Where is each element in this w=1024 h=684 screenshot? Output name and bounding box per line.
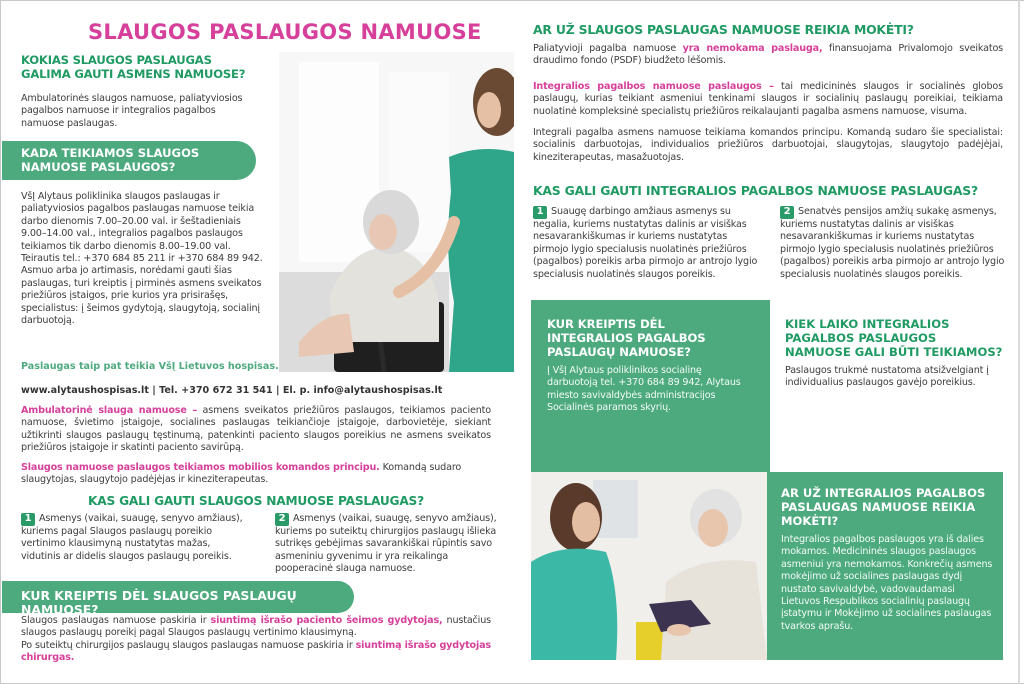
mobile-team-text: Komandą sudaro slaugytojas, slaugytojo padėjėjas ir kineziterapeutas. xyxy=(21,462,462,486)
number-badge: 2 xyxy=(780,206,794,219)
list-item-text: Senatvės pensijos amžių sukakę asmenys, kuriems nustatytas dalinis ar visiškas nesavarankiškumas ir kuriems nustatytas pirmojo lygio specialusis nuolatinės priežiūros (pagalbos) poreikis arba pirmojo ar antrojo lygio specialusis nuolatinės slaugos poreikis. xyxy=(780,206,1005,280)
palliative-text-b: finansuojama Privalomojo sveikatos draudimo fondo (PSDF) biudžeto lėšomis. xyxy=(533,43,1004,67)
number-badge: 1 xyxy=(21,513,35,526)
nurse-elderly-illustration xyxy=(531,472,767,660)
ambulatory-highlight: Ambulatorinė slauga namuose – xyxy=(21,405,198,416)
box-payment-integral xyxy=(767,472,1003,660)
referral-highlight-2: siuntimą išrašo gydytojas chirurgas. xyxy=(21,639,491,664)
text-integral-definition xyxy=(533,81,1003,118)
list-item xyxy=(275,513,500,576)
how-to-apply-text: Asmuo arba jo artimasis, norėdami gauti šias paslaugas, turi kreiptis į pirminės asmens sveikatos priežiūros įstaigos, prie kurios yra prisirašęs, specialistus: į šeimos gydytoją, slaugytoją, socialinį darbuotoją. xyxy=(21,265,262,327)
heading-what-services: KOKIAS SLAUGOS PASLAUGAS GALIMA GAUTI ASMENS NAMUOSE? xyxy=(21,53,246,81)
photo-nurse-elderly-book xyxy=(531,472,767,660)
heading-who-integral: KAS GALI GAUTI INTEGRALIOS PAGALBOS NAMUOSE PASLAUGAS? xyxy=(533,183,978,198)
palliative-text-a: Paliatyvioji pagalba namuose xyxy=(533,43,683,54)
list-item xyxy=(533,206,763,281)
box-where-integral xyxy=(531,300,767,472)
box-duration xyxy=(767,300,1017,472)
text-when-provided xyxy=(21,191,266,327)
integral-highlight: Integralios pagalbos namuose paslaugos – xyxy=(533,81,774,92)
ambulatory-text: asmens sveikatos priežiūros paslaugos, teikiamos paciento namuose, švietimo įstaigoje, socialines paslaugas teikiančioje įstaigoje, darbovietėje, siekiant užtikrinti slaugos paslaugų tęstinumą, patenkinti paciento slaugos poreikius ne asmens sveikatos priežiūros įstaigoje ir skatinti paciento savirūpą. xyxy=(21,405,491,454)
mobile-team-highlight: Slaugos namuose paslaugos teikiamos mobilios komandos principu. xyxy=(21,462,380,473)
box-heading: KUR KREIPTIS DĖL INTEGRALIOS PAGALBOS PASLAUGŲ NAMUOSE? xyxy=(547,317,706,359)
palliative-highlight: yra nemokama paslauga, xyxy=(682,43,823,54)
list-item-text: Suaugę darbingo amžiaus asmenys su negalia, kuriems nustatytas dalinis ar visiškas nesavarankiškumas ir kuriems nustatytas pirmojo lygio specialusis nuolatinės priežiūros (pagalbos) poreikis arba pirmojo ar antrojo lygio specialusis nuolatinės slaugos poreikis. xyxy=(533,206,758,280)
heading-when-provided: KADA TEIKIAMOS SLAUGOS NAMUOSE PASLAUGOS? xyxy=(2,141,256,180)
text-mobile-team xyxy=(21,462,491,487)
text-what-services: Ambulatorinės slaugos namuose, paliatyviosios pagalbos namuose ir integralios pagalbos namuose paslaugas. xyxy=(21,93,243,129)
text-ambulatory-care xyxy=(21,405,491,455)
list-item xyxy=(780,206,1010,281)
box-heading: AR UŽ INTEGRALIOS PAGALBOS PASLAUGAS NAMUOSE REIKIA MOKĖTI? xyxy=(781,486,986,528)
referral-text-1b: nustačius slaugos paslaugų poreikį pagal Slaugos paslaugų vertinimo klausimyną. xyxy=(21,615,491,639)
heading-where-to-apply: KUR KREIPTIS DĖL SLAUGOS PASLAUGŲ NAMUOSE? xyxy=(2,581,354,613)
page-title: SLAUGOS PASLAUGOS NAMUOSE xyxy=(88,20,482,44)
text-palliative-free xyxy=(533,43,1003,68)
photo-nurse-wheelchair xyxy=(279,52,514,372)
list-item-text: Asmenys (vaikai, suaugę, senyvo amžiaus), kuriems pagal Slaugos paslaugų poreikio vertinimo klausimyną nustatytas mažas, vidutinis ar didelis slaugos paslaugų poreikis. xyxy=(21,513,243,562)
number-badge: 1 xyxy=(533,206,547,219)
text-where-to-apply xyxy=(21,615,491,665)
box-text: Paslaugos trukmė nustatoma atsižvelgiant į individualius paslaugos gavėjo poreikius. xyxy=(785,365,989,389)
box-heading: KIEK LAIKO INTEGRALIOS PAGALBOS PASLAUGOS NAMUOSE GALI BŪTI TEIKIAMOS? xyxy=(785,317,1003,359)
referral-text-1a: Slaugos paslaugas namuose paskiria ir xyxy=(21,615,211,626)
heading-payment-home-care: AR UŽ SLAUGOS PASLAUGAS NAMUOSE REIKIA MOKĖTI? xyxy=(533,22,914,37)
heading-who-can-get: KAS GALI GAUTI SLAUGOS NAMUOSE PASLAUGAS? xyxy=(88,494,424,508)
box-text: Į VšĮ Alytaus poliklinikos socialinę darbuotoją tel. +370 684 89 942, Alytaus miesto savivaldybės administracijos Socialinės paramos skyrių. xyxy=(547,365,741,414)
phones-text: Teirautis tel.: +370 684 85 211 ir +370 684 89 942. xyxy=(21,253,263,265)
referral-text-2a: Po suteiktų chirurgijos paslaugų slaugos paslaugas namuose paskiria ir xyxy=(21,639,356,651)
page-edge xyxy=(1018,0,1020,684)
integral-text: tai medicininės slaugos ir socialinės globos paslaugų, kurias teikiant asmeniui tenkinami slaugos ir socialinių paslaugų poreikiai, teikiama nuolatinė kompleksinė specialistų priežiūros reikalaujanti pagalba asmens namuose, visuma. xyxy=(533,81,1003,117)
hours-text: VšĮ Alytaus poliklinika slaugos paslaugas ir paliatyviosios pagalbos paslaugas namuose teikia darbo dienomis 7.00–20.00 val. ir šeštadieniais 9.00–14.00 val., integralios pagalbos paslaugos teikiamos tik darbo dienomis 8.00–19.00 val. xyxy=(21,191,255,252)
box-text: Integralios pagalbos paslaugos yra iš dalies mokamos. Medicininės slaugos paslaugos asmeniui yra nemokamos. Konkrečių asmens mokėjimo už socialines paslaugas dydį nustato savivaldybė, vadovaudamasi Lietuvos Respublikos socialinių paslaugų įstatymu ir Mokėjimo už socialines paslaugas tvarkos aprašu. xyxy=(781,534,993,632)
contacts-line: www.alytaushospisas.lt | Tel. +370 672 31 541 | El. p. info@alytaushospisas.lt xyxy=(21,385,443,396)
list-item xyxy=(21,513,246,563)
hospice-note: Paslaugas taip pat teikia VšĮ Lietuvos hospisas. xyxy=(21,361,279,372)
referral-highlight-1: siuntimą išrašo paciento šeimos gydytojas, xyxy=(210,615,443,626)
text-integral-team: Integrali pagalba asmens namuose teikiama komandos principu. Komandą sudaro šie specialistai: socialinis darbuotojas, individualios priežiūros darbuotojai, slaugytojas, slaugytojo padėjėjai, kineziterapeutas, masažuotojas. xyxy=(533,127,1003,163)
number-badge: 2 xyxy=(275,513,289,526)
list-item-text: Asmenys (vaikai, suaugę, senyvo amžiaus), kuriems po suteiktų chirurgijos paslaugų išlieka sutrikęs gebėjimas savarankiškai rūpintis savo asmeniniu gyvenimu ir yra reikalinga pooperacinė slauga namuose. xyxy=(275,513,497,575)
nurse-wheelchair-illustration xyxy=(279,52,514,372)
